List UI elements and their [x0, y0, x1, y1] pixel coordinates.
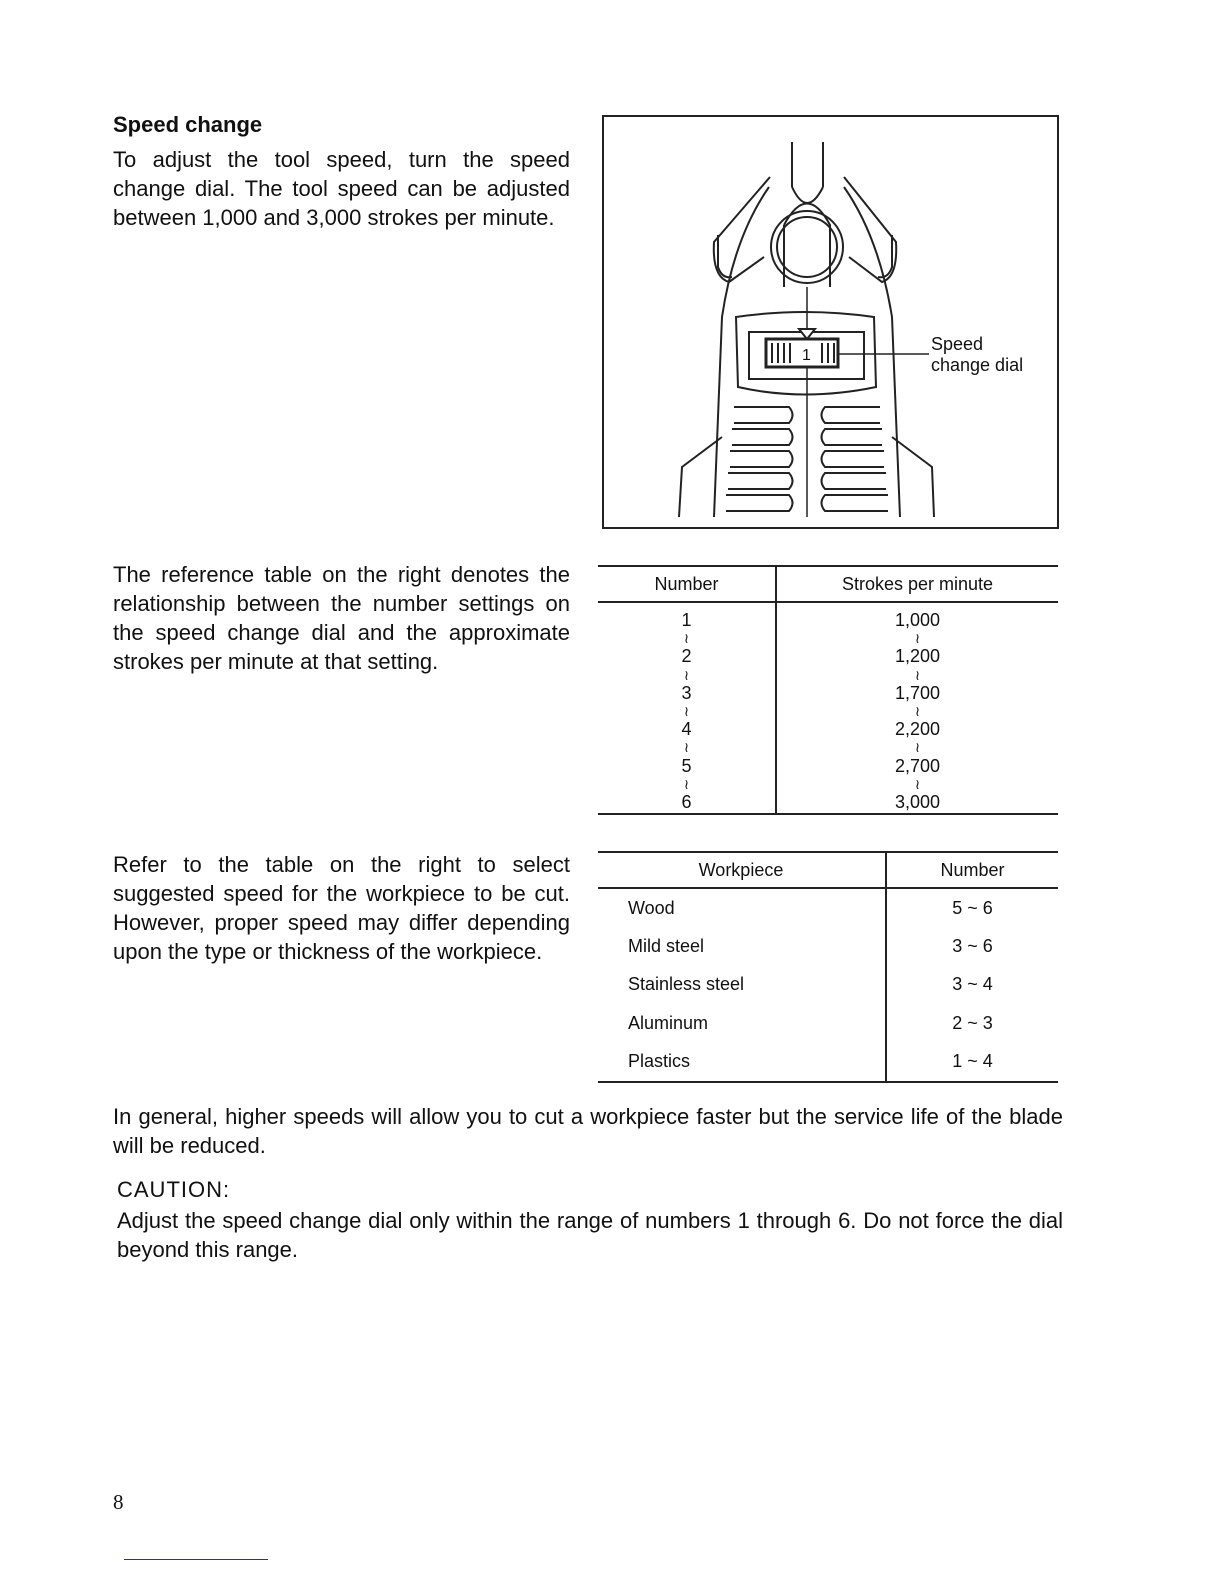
material-cell: Wood [598, 888, 886, 927]
tool-drawing [604, 117, 1057, 527]
column-header-number: Number [886, 852, 1058, 888]
strokes-value: 1,700 [894, 682, 941, 703]
table-row [598, 1043, 1058, 1082]
speed-dial-illustration [602, 115, 1059, 529]
number-value: 2 [681, 646, 692, 667]
strokes-value: 2,700 [894, 755, 941, 776]
range-mark: ≀ [683, 630, 690, 647]
number-cell: 3 ~ 6 [952, 936, 993, 957]
range-mark: ≀ [914, 703, 921, 720]
number-value: 4 [681, 719, 692, 740]
number-cell: 1 ~ 4 [886, 1043, 1058, 1082]
caution-title: CAUTION: [117, 1177, 231, 1202]
dial-number: 1 [802, 347, 811, 364]
page-number: 8 [113, 1490, 124, 1514]
range-mark: ≀ [914, 630, 921, 647]
strokes-value: 2,200 [894, 719, 941, 740]
column-header-number: Number [598, 566, 776, 602]
reference-paragraph: The reference table on the right denotes the relationship between the number settings on the speed change dial and the approximate strokes per minute at that setting. [113, 562, 570, 674]
table-row [598, 966, 1058, 1004]
number-cell: 5 ~ 6 [952, 897, 993, 918]
material-cell: Stainless steel [598, 966, 886, 1004]
workpiece-table [598, 851, 1058, 1083]
range-mark: ≀ [914, 739, 921, 756]
strokes-value: 1,000 [894, 610, 941, 630]
caution-text: Adjust the speed change dial only within the range of numbers 1 through 6. Do not force the dial beyond this range. [117, 1208, 1063, 1262]
material-cell: Aluminum [598, 1004, 886, 1042]
footer-rule [124, 1559, 268, 1560]
table-row [598, 1004, 1058, 1042]
strokes-cell [776, 602, 1058, 814]
number-value: 1 [681, 610, 692, 630]
number-cell: 2 ~ 3 [952, 1012, 993, 1033]
strokes-value: 1,200 [894, 646, 941, 667]
intro-paragraph: To adjust the tool speed, turn the speed change dial. The tool speed can be adjusted between 1,000 and 3,000 strokes per minute. [113, 147, 570, 230]
number-value: 3 [681, 682, 692, 703]
table-row [598, 888, 1058, 927]
table-row [598, 927, 1058, 965]
column-header-workpiece: Workpiece [598, 852, 886, 888]
speed-reference-table [598, 565, 1058, 815]
section-heading: Speed change [113, 112, 263, 137]
range-mark: ≀ [914, 666, 921, 683]
range-mark: ≀ [914, 775, 921, 792]
number-cell: 3 ~ 4 [952, 974, 993, 995]
material-cell: Plastics [598, 1043, 886, 1082]
general-note: In general, higher speeds will allow you to cut a workpiece faster but the service life of the blade will be reduced. [113, 1104, 1063, 1158]
number-value: 5 [681, 755, 692, 776]
column-header-strokes: Strokes per minute [776, 566, 1058, 602]
strokes-value: 3,000 [894, 792, 941, 813]
range-mark: ≀ [683, 775, 690, 792]
range-mark: ≀ [683, 703, 690, 720]
workpiece-paragraph: Refer to the table on the right to select suggested speed for the workpiece to be cut. However, proper speed may differ depending upon the type or thickness of the workpiece. [113, 852, 570, 964]
range-mark: ≀ [683, 739, 690, 756]
number-value: 6 [681, 792, 692, 813]
material-cell: Mild steel [598, 927, 886, 965]
dial-numbers-cell [598, 602, 776, 814]
range-mark: ≀ [683, 666, 690, 683]
speed-change-dial-label: Speed change dial [931, 334, 1024, 375]
